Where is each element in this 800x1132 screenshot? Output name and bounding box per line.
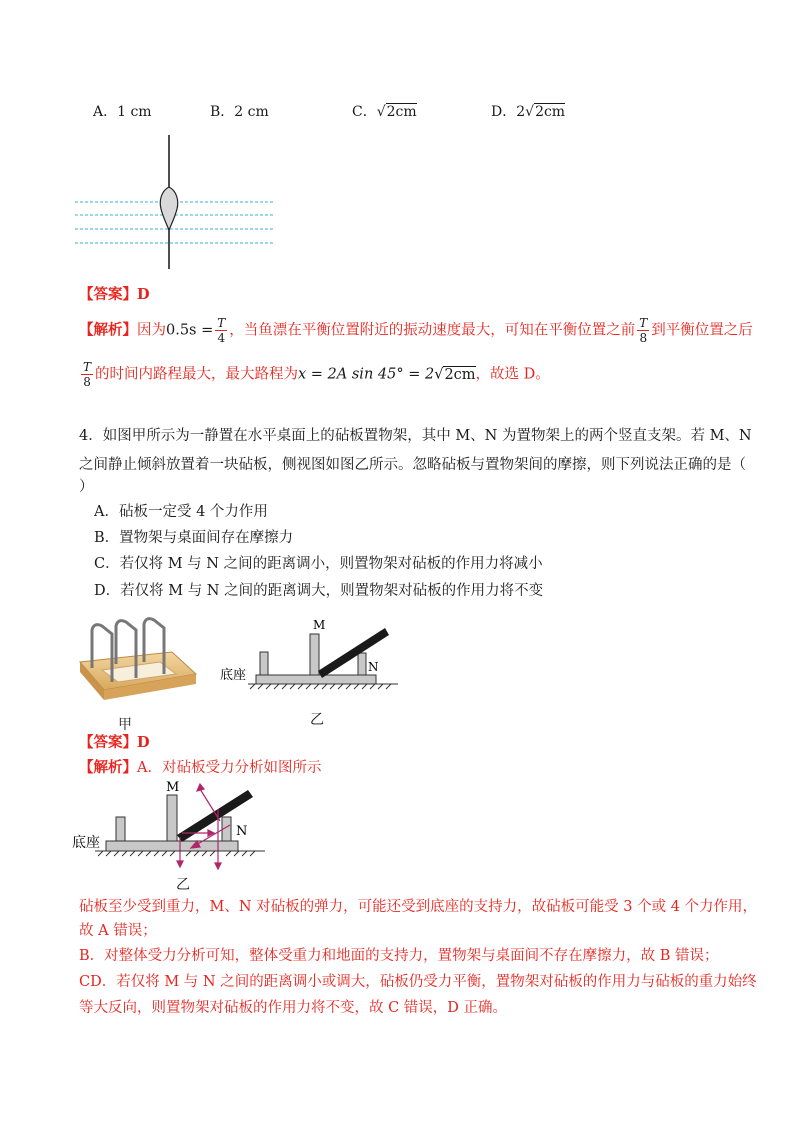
q3-option-b: B．2 cm xyxy=(210,104,269,120)
support-m xyxy=(310,634,319,675)
ground-hatch xyxy=(250,684,391,689)
q4-analysis-tag: 【解析】 xyxy=(79,759,137,776)
fraction-t-over-8 xyxy=(637,316,649,345)
q3-analysis-text: 到平衡位置之后 xyxy=(651,322,753,339)
q4-stem-line1: 4．如图甲所示为一静置在水平桌面上的砧板置物架，其中 M、N 为置物架上的两个竖直支架。若 M、N xyxy=(79,428,752,444)
frac-denominator: 4 xyxy=(217,331,226,345)
q3-answer: 【答案】D xyxy=(79,286,150,303)
support-m xyxy=(167,795,177,841)
q4-option-a: A．砧板一定受 4 个力作用 xyxy=(94,504,268,520)
q3-analysis-tag: 【解析】 xyxy=(79,321,137,339)
label-n: N xyxy=(368,660,379,674)
fishing-float-figure xyxy=(70,135,280,275)
q4-analysis-line: 故 A 错误； xyxy=(79,923,157,939)
q3-option-d-value: 2cm xyxy=(535,104,566,120)
q4-option-b: B．置物架与桌面间存在摩擦力 xyxy=(94,530,294,546)
q3-analysis-text: 因为 xyxy=(137,322,166,339)
frac-denominator: 8 xyxy=(83,375,91,389)
support-n xyxy=(358,653,366,675)
left-support xyxy=(260,652,268,675)
q4-analysis-line: B．对整体受力分析可知，整体受重力和地面的支持力，置物架与桌面间不存在摩擦力，故 B 错误； xyxy=(79,948,719,964)
q4-option-d: D．若仅将 M 与 N 之间的距离调大，则置物架对砧板的作用力将不变 xyxy=(94,583,544,599)
q3-analysis-line1 xyxy=(79,316,753,345)
left-support xyxy=(116,817,125,841)
label-base: 底座 xyxy=(72,835,100,851)
frac-numerator: T xyxy=(83,360,92,374)
frac-denominator: 8 xyxy=(639,331,648,345)
figure-jia-label: 甲 xyxy=(118,717,132,733)
figure-yi-label: 乙 xyxy=(176,877,190,893)
q4-answer: 【答案】D xyxy=(79,734,150,751)
label-n: N xyxy=(236,824,248,839)
q3-analysis-line2 xyxy=(79,360,550,389)
q3-equation: 0.5s = xyxy=(166,322,214,339)
rack-side-view-figure xyxy=(218,615,403,695)
sqrt-sign: √ xyxy=(525,104,535,120)
q4-option-c: C．若仅将 M 与 N 之间的距离调小，则置物架对砧板的作用力将减小 xyxy=(94,556,543,572)
fraction-t-over-8 xyxy=(81,360,93,389)
q4-analysis-intro-text: A．对砧板受力分析如图所示 xyxy=(137,760,322,776)
q4-stem-line2: 之间静止倾斜放置着一块砧板，侧视图如图乙所示。忽略砧板与置物架间的摩擦，则下列说法正确的是（ xyxy=(79,457,746,473)
float-body xyxy=(160,187,177,230)
q4-analysis-line: 砧板至少受到重力，M、N 对砧板的弹力，可能还受到底座的支持力，故砧板可能受 3 个或 4 个力作用， xyxy=(79,899,758,915)
q3-option-d-prefix: D．2 xyxy=(491,104,526,120)
label-m: M xyxy=(313,618,326,632)
label-m: M xyxy=(166,780,180,795)
q3-analysis-text: ，故选 D。 xyxy=(475,366,550,383)
base-plate xyxy=(256,675,376,684)
frac-numerator: T xyxy=(639,316,648,330)
q3-option-c xyxy=(352,101,417,121)
q3-option-a: A．1 cm xyxy=(93,104,152,120)
q4-analysis-line: 等大反向，则置物架对砧板的作用力将不变，故 C 错误，D 正确。 xyxy=(79,1000,508,1016)
q3-option-c-value: 2cm xyxy=(386,104,417,120)
sqrt-sign: √ xyxy=(376,104,386,120)
q3-option-c-prefix: C． xyxy=(352,104,377,120)
q3-equation: x = 2A sin 45° = 2 xyxy=(298,366,435,383)
q4-analysis-line: CD．若仅将 M 与 N 之间的距离调小或调大，砧板仍受力平衡，置物架对砧板的作用力与砧板的重力始终 xyxy=(79,974,757,990)
q3-option-d xyxy=(491,101,565,121)
label-base: 底座 xyxy=(220,668,247,683)
q3-equation-end: 2cm xyxy=(444,366,476,383)
cutting-board-rack-photo xyxy=(72,612,202,712)
q3-analysis-text: 的时间内路程最大，最大路程为 xyxy=(95,366,299,383)
sqrt-sign: √ xyxy=(434,366,444,383)
ground-hatch xyxy=(98,851,255,856)
fraction-t-over-4 xyxy=(215,316,227,345)
force-analysis-figure xyxy=(70,775,270,890)
figure-yi-label: 乙 xyxy=(310,712,324,728)
frac-numerator: T xyxy=(217,316,226,330)
q3-analysis-text: ，当鱼漂在平衡位置附近的振动速度最大，可知在平衡位置之前 xyxy=(229,322,636,339)
q4-stem-line3: ） xyxy=(79,479,94,495)
